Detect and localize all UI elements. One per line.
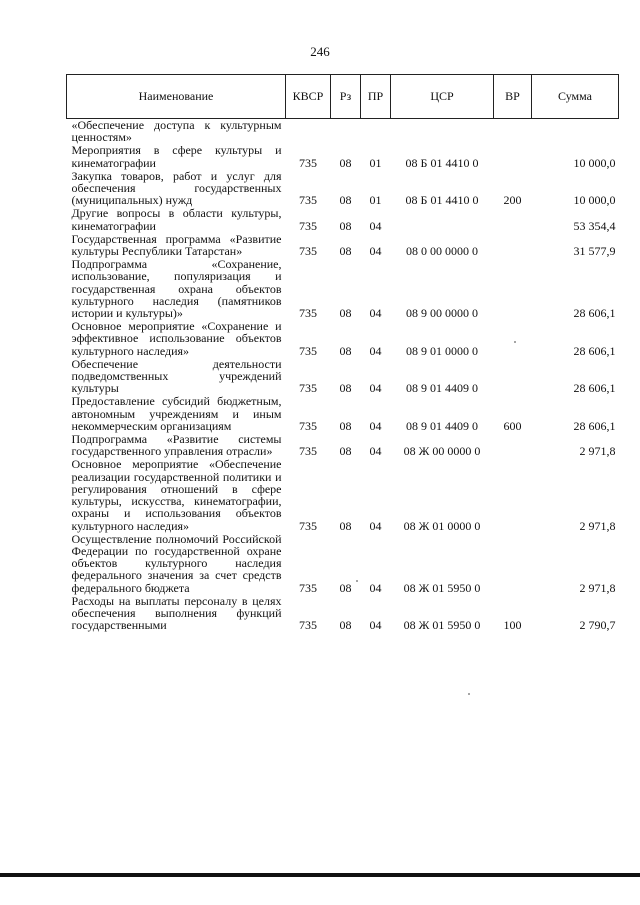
cell-sum [532, 119, 619, 145]
cell-pr: 04 [369, 244, 382, 259]
cell-rz: 08 [339, 343, 352, 358]
cell-vr [494, 144, 532, 169]
cell-pr [361, 119, 391, 145]
cell-rz: 08 [339, 444, 352, 459]
table-row [67, 395, 619, 433]
cell-vr [494, 320, 532, 358]
table-row [67, 595, 619, 633]
cell-rz: 08 [339, 155, 352, 170]
cell-name: Предоставление субсидий бюджетным, автономным учреждениям и иным некоммерческим организациям [71, 394, 282, 433]
cell-csr: 08 9 01 0000 0 [406, 343, 478, 358]
cell-csr: 08 9 01 4409 0 [406, 381, 478, 396]
cell-kvsr: 735 [299, 343, 317, 358]
cell-rz: 08 [339, 418, 352, 433]
cell-name: Расходы на выплаты персоналу в целях обеспечения выполнения функций государственными [71, 593, 282, 633]
table-row [67, 533, 619, 595]
cell-sum: 31 577,9 [573, 244, 616, 259]
cell-sum: 28 606,1 [573, 306, 616, 321]
table-row [67, 458, 619, 532]
cell-pr: 04 [369, 218, 382, 233]
cell-name: Мероприятия в сфере культуры и кинематографии [71, 143, 282, 170]
cell-rz: 08 [339, 518, 352, 533]
cell-csr [391, 119, 494, 145]
cell-pr: 04 [369, 618, 382, 633]
cell-kvsr: 735 [299, 155, 317, 170]
table-row [67, 119, 619, 145]
cell-rz: 08 [339, 618, 352, 633]
cell-vr: 600 [503, 418, 522, 433]
cell-name: Обеспечение деятельности подведомственных учреждений культуры [71, 356, 282, 396]
cell-sum: 2 971,8 [579, 580, 616, 595]
cell-sum: 10 000,0 [573, 193, 616, 208]
cell-pr: 04 [369, 444, 382, 459]
cell-rz: 08 [339, 381, 352, 396]
cell-csr: 08 0 00 0000 0 [406, 244, 478, 259]
cell-pr: 04 [369, 343, 382, 358]
cell-sum: 28 606,1 [573, 381, 616, 396]
cell-sum: 2 971,8 [579, 518, 616, 533]
header-pr: ПР [361, 75, 391, 119]
header-name: Наименование [67, 75, 286, 119]
cell-kvsr: 735 [299, 306, 317, 321]
table-row [67, 233, 619, 258]
scan-edge-bar [0, 873, 640, 877]
cell-csr: 08 9 00 0000 0 [406, 306, 478, 321]
cell-rz: 08 [339, 306, 352, 321]
table-header [67, 75, 619, 119]
cell-name: Осуществление полномочий Российской Федерации по государственной охране объектов культурного наследия федерального значения за счет средств федерального бюджета [71, 531, 282, 595]
cell-pr: 01 [369, 155, 382, 170]
cell-sum: 2 790,7 [579, 618, 616, 633]
cell-rz [331, 119, 361, 145]
header-sum: Сумма [532, 75, 619, 119]
cell-kvsr: 735 [299, 444, 317, 459]
header-vr: ВР [494, 75, 532, 119]
cell-vr: 200 [503, 193, 522, 208]
cell-vr [494, 358, 532, 396]
cell-pr: 04 [369, 418, 382, 433]
cell-pr: 04 [369, 306, 382, 321]
cell-sum: 2 971,8 [579, 444, 616, 459]
cell-kvsr: 735 [299, 518, 317, 533]
cell-kvsr: 735 [299, 381, 317, 396]
cell-vr [494, 258, 532, 320]
cell-name: Основное мероприятие «Сохранение и эффективное использование объектов культурного наследия» [71, 319, 282, 358]
table-row [67, 144, 619, 169]
cell-kvsr: 735 [299, 193, 317, 208]
cell-sum: 53 354,4 [573, 218, 616, 233]
cell-vr: 100 [503, 618, 522, 633]
cell-kvsr: 735 [299, 618, 317, 633]
cell-sum: 28 606,1 [573, 343, 616, 358]
cell-pr: 04 [369, 518, 382, 533]
cell-csr: 08 Б 01 4410 0 [405, 155, 479, 170]
cell-pr: 01 [369, 193, 382, 208]
table-row [67, 207, 619, 232]
cell-name: «Обеспечение доступа к культурным ценностям» [71, 118, 282, 145]
budget-table-grid [66, 74, 619, 632]
cell-name: Подпрограмма «Развитие системы государственного управления отрасли» [71, 432, 282, 459]
cell-csr: 08 9 01 4409 0 [406, 418, 478, 433]
cell-kvsr: 735 [299, 580, 317, 595]
cell-sum: 28 606,1 [573, 418, 616, 433]
cell-kvsr: 735 [299, 418, 317, 433]
cell-name: Основное мероприятие «Обеспечение реализации государственной политики и регулирования отношений в сфере культуры, искусства, кинематографии, охраны и использования объектов культурного наследия» [71, 457, 282, 533]
header-csr: ЦСР [391, 75, 494, 119]
cell-csr: 08 Б 01 4410 0 [405, 193, 479, 208]
table-row [67, 320, 619, 358]
cell-vr [494, 233, 532, 258]
cell-rz: 08 [339, 218, 352, 233]
cell-name: Государственная программа «Развитие культуры Республики Татарстан» [71, 231, 282, 259]
cell-rz: 08 [339, 580, 352, 595]
page-number: 246 [310, 44, 330, 59]
cell-vr [494, 119, 532, 145]
budget-table [66, 74, 618, 632]
header-kvsr: КВСР [286, 75, 331, 119]
cell-name: Закупка товаров, работ и услуг для обеспечения государственных (муниципальных) нужд [71, 168, 282, 208]
cell-vr [494, 433, 532, 458]
scan-speck [514, 341, 516, 343]
cell-vr [494, 458, 532, 532]
cell-csr: 08 Ж 00 0000 0 [403, 444, 481, 459]
cell-kvsr: 735 [299, 244, 317, 259]
cell-pr: 04 [369, 381, 382, 396]
table-row [67, 170, 619, 208]
cell-name: Подпрограмма «Сохранение, использование, популяризация и государственная охрана объектов культурного наследия (памятников истории и культуры)» [71, 257, 282, 321]
cell-sum: 10 000,0 [573, 155, 616, 170]
cell-csr: 08 Ж 01 0000 0 [403, 518, 481, 533]
cell-rz: 08 [339, 193, 352, 208]
cell-vr [494, 533, 532, 595]
scan-speck [356, 580, 358, 582]
cell-rz: 08 [339, 244, 352, 259]
cell-pr: 04 [369, 580, 382, 595]
cell-csr: 08 Ж 01 5950 0 [403, 580, 481, 595]
table-row [67, 258, 619, 320]
table-row [67, 358, 619, 396]
cell-csr [391, 207, 494, 232]
table-row [67, 433, 619, 458]
table-body [67, 119, 619, 633]
cell-kvsr [286, 119, 331, 145]
cell-csr: 08 Ж 01 5950 0 [403, 618, 481, 633]
cell-name: Другие вопросы в области культуры, кинематографии [71, 206, 282, 233]
header-rz: Рз [331, 75, 361, 119]
scan-speck [468, 693, 470, 695]
cell-vr [494, 207, 532, 232]
cell-kvsr: 735 [299, 218, 317, 233]
